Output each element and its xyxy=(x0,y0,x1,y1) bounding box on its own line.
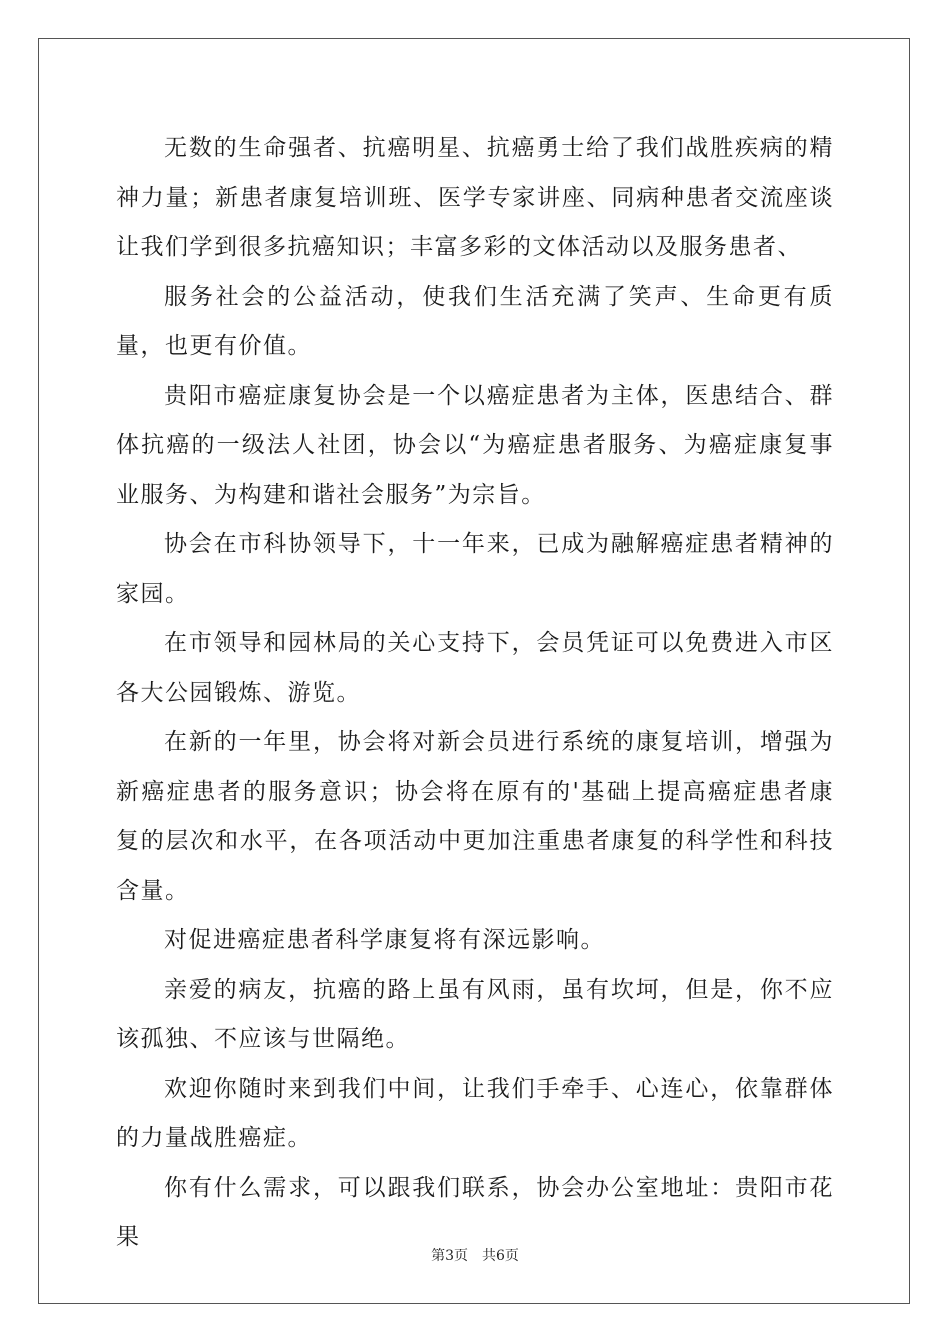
paragraph-4: 协会在市科协领导下，十一年来，已成为融解癌症患者精神的家园。 xyxy=(116,531,834,607)
paragraph-10: 你有什么需求，可以跟我们联系，协会办公室地址：贵阳市花果 xyxy=(116,1174,834,1250)
page-total: 共6页 xyxy=(482,1248,519,1264)
paragraph-3: 贵阳市癌症康复协会是一个以癌症患者为主体，医患结合、群体抗癌的一级法人社团，协会以“为癌症患者服务、为癌症康复事业服务、为构建和谐社会服务”为宗旨。 xyxy=(116,382,834,508)
paragraph-2: 服务社会的公益活动，使我们生活充满了笑声、生命更有质量，也更有价值。 xyxy=(116,283,834,359)
paragraph-6: 在新的一年里，协会将对新会员进行系统的康复培训，增强为新癌症患者的服务意识；协会将在原有的'基础上提高癌症患者康复的层次和水平，在各项活动中更加注重患者康复的科学性和科技含量。 xyxy=(116,729,834,904)
paragraph-7: 对促进癌症患者科学康复将有深远影响。 xyxy=(164,927,605,953)
page-number: 第3页 xyxy=(431,1248,468,1264)
page-footer xyxy=(0,1245,950,1265)
document-body xyxy=(116,124,834,1263)
paragraph-9: 欢迎你随时来到我们中间，让我们手牵手、心连心，依靠群体的力量战胜癌症。 xyxy=(116,1075,834,1151)
paragraph-1: 无数的生命强者、抗癌明星、抗癌勇士给了我们战胜疾病的精神力量；新患者康复培训班、医学专家讲座、同病种患者交流座谈让我们学到很多抗癌知识；丰富多彩的文体活动以及服务患者、 xyxy=(116,135,834,260)
paragraph-5: 在市领导和园林局的关心支持下，会员凭证可以免费进入市区各大公园锻炼、游览。 xyxy=(116,630,834,706)
paragraph-8: 亲爱的病友，抗癌的路上虽有风雨，虽有坎坷，但是，你不应该孤独、不应该与世隔绝。 xyxy=(116,976,834,1052)
